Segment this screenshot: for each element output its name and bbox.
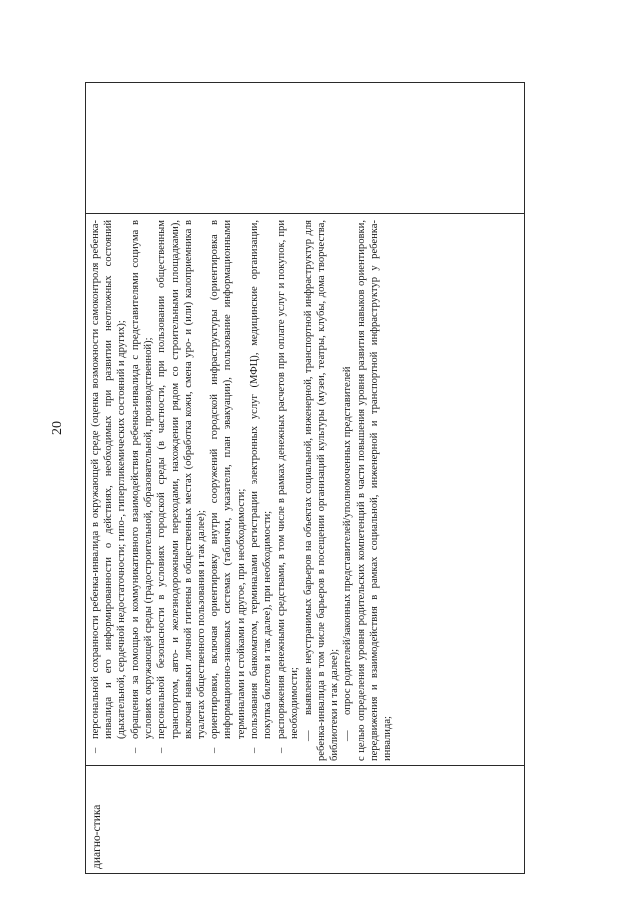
paragraph-survey: —опрос родителей/законных представителей/уполномоченных представителей xyxy=(342,366,354,741)
paragraph-barriers: —выявление неустранимых барьеров на объектах социальной, инженерной, транспортной инфраструктур для ребенка-инвалида в том числе барьеров в посещении организаций культуры (музеи, театры, клубы, дома творчества, библиотеки и так далее); xyxy=(302,220,340,761)
list-item-text: обращения за помощью и коммуникативного взаимодействия ребенка-инвалида с представителями социума в условиях окружающей среды (градостроительной, образовательной, производственной); xyxy=(129,220,154,739)
list-item-text: ориентировки, включая ориентировку внутри сооружений городской инфраструктуры (ориентировка в информационно-знаковых системах (таблички, указатели, план эвакуации), пользование информационными терминалами и стойками и другое, при необходимости; xyxy=(209,220,247,739)
list-item: –персональной безопасности в условиях городской среды (в частности, при пользовании общественным транспортом, авто- и железнодорожными переходами, нахождении рядом со строительными площадками), включая навыки личной гигиены в общественных местах (обработка кожи, смена уро- и (или) калоприемника в туалетах общественного пользования и так далее); xyxy=(156,220,207,753)
paragraph-purpose xyxy=(355,220,394,761)
list-item: –распоряжения денежными средствами, в том числе в рамках денежных расчетов при оплате услуг и покупок, при необходимости; xyxy=(275,220,300,753)
content-table xyxy=(85,82,525,874)
table-label: диагно-стика xyxy=(91,804,103,869)
table-empty-cell xyxy=(86,83,524,213)
list-item: –персональной сохранности ребенка-инвалида в окружающей среде (оценка возможности самоконтроля ребенка-инвалида и его информированности о действиях, необходимых при развитии неотложных состояний (дыхательной, сердечной недостаточности; гипо-, гипергликемических состояний и других); xyxy=(90,220,128,753)
table-content-cell xyxy=(86,213,524,765)
paragraph-survey-text: опрос родителей/законных представителей/уполномоченных представителей xyxy=(342,366,354,715)
list-item-text: распоряжения денежными средствами, в том числе в рамках денежных расчетов при оплате услуг и покупок, при необходимости; xyxy=(275,220,300,739)
list-item-text: персональной сохранности ребенка-инвалида в окружающей среде (оценка возможности самоконтроля ребенка-инвалида и его информированности о действиях, необходимых при развитии неотложных состояний (дыхательной, сердечной недостаточности; гипо-, гипергликемических состояний и других); xyxy=(90,220,128,739)
list-item: –ориентировки, включая ориентировку внутри сооружений городской инфраструктуры (ориентировка в информационно-знаковых системах (таблички, указатели, план эвакуации), пользование информационными терминалами и стойками и другое, при необходимости; xyxy=(209,220,247,753)
list-item: –обращения за помощью и коммуникативного взаимодействия ребенка-инвалида с представителями социума в условиях окружающей среды (градостроительной, образовательной, производственной); xyxy=(129,220,154,753)
list-item-text: пользования банкоматом, терминалами регистрации электронных услуг (МФЦ), медицинские организации, покупка билетов и так далее), при необходимости; xyxy=(249,220,274,739)
list-item: –пользования банкоматом, терминалами регистрации электронных услуг (МФЦ), медицинские организации, покупка билетов и так далее), при необходимости; xyxy=(249,220,274,753)
list-item-text: персональной безопасности в условиях городской среды (в частности, при пользовании общественным транспортом, авто- и железнодорожными переходами, нахождении рядом со строительными площадками), включая навыки личной гигиены в общественных местах (обработка кожи, смена уро- и (или) калоприемника в туалетах общественного пользования и так далее); xyxy=(156,220,207,739)
table-label-cell xyxy=(86,765,524,873)
paragraph-barriers-text: выявление неустранимых барьеров на объектах социальной, инженерной, транспортной инфраструктур для ребенка-инвалида в том числе барьеров в посещении организаций культуры (музеи, театры, клубы, дома творчества, библиотеки и так далее); xyxy=(302,220,340,761)
page-number: 20 xyxy=(50,421,65,435)
paragraph-purpose-text: с целью определения уровня родительских компетенций в части повышения уровня развития навыков ориентировки, передвижения и взаимодействия в рамках социальной, инженерной и транспортной инфраструктур у ребенка-инвалида; xyxy=(355,220,394,761)
